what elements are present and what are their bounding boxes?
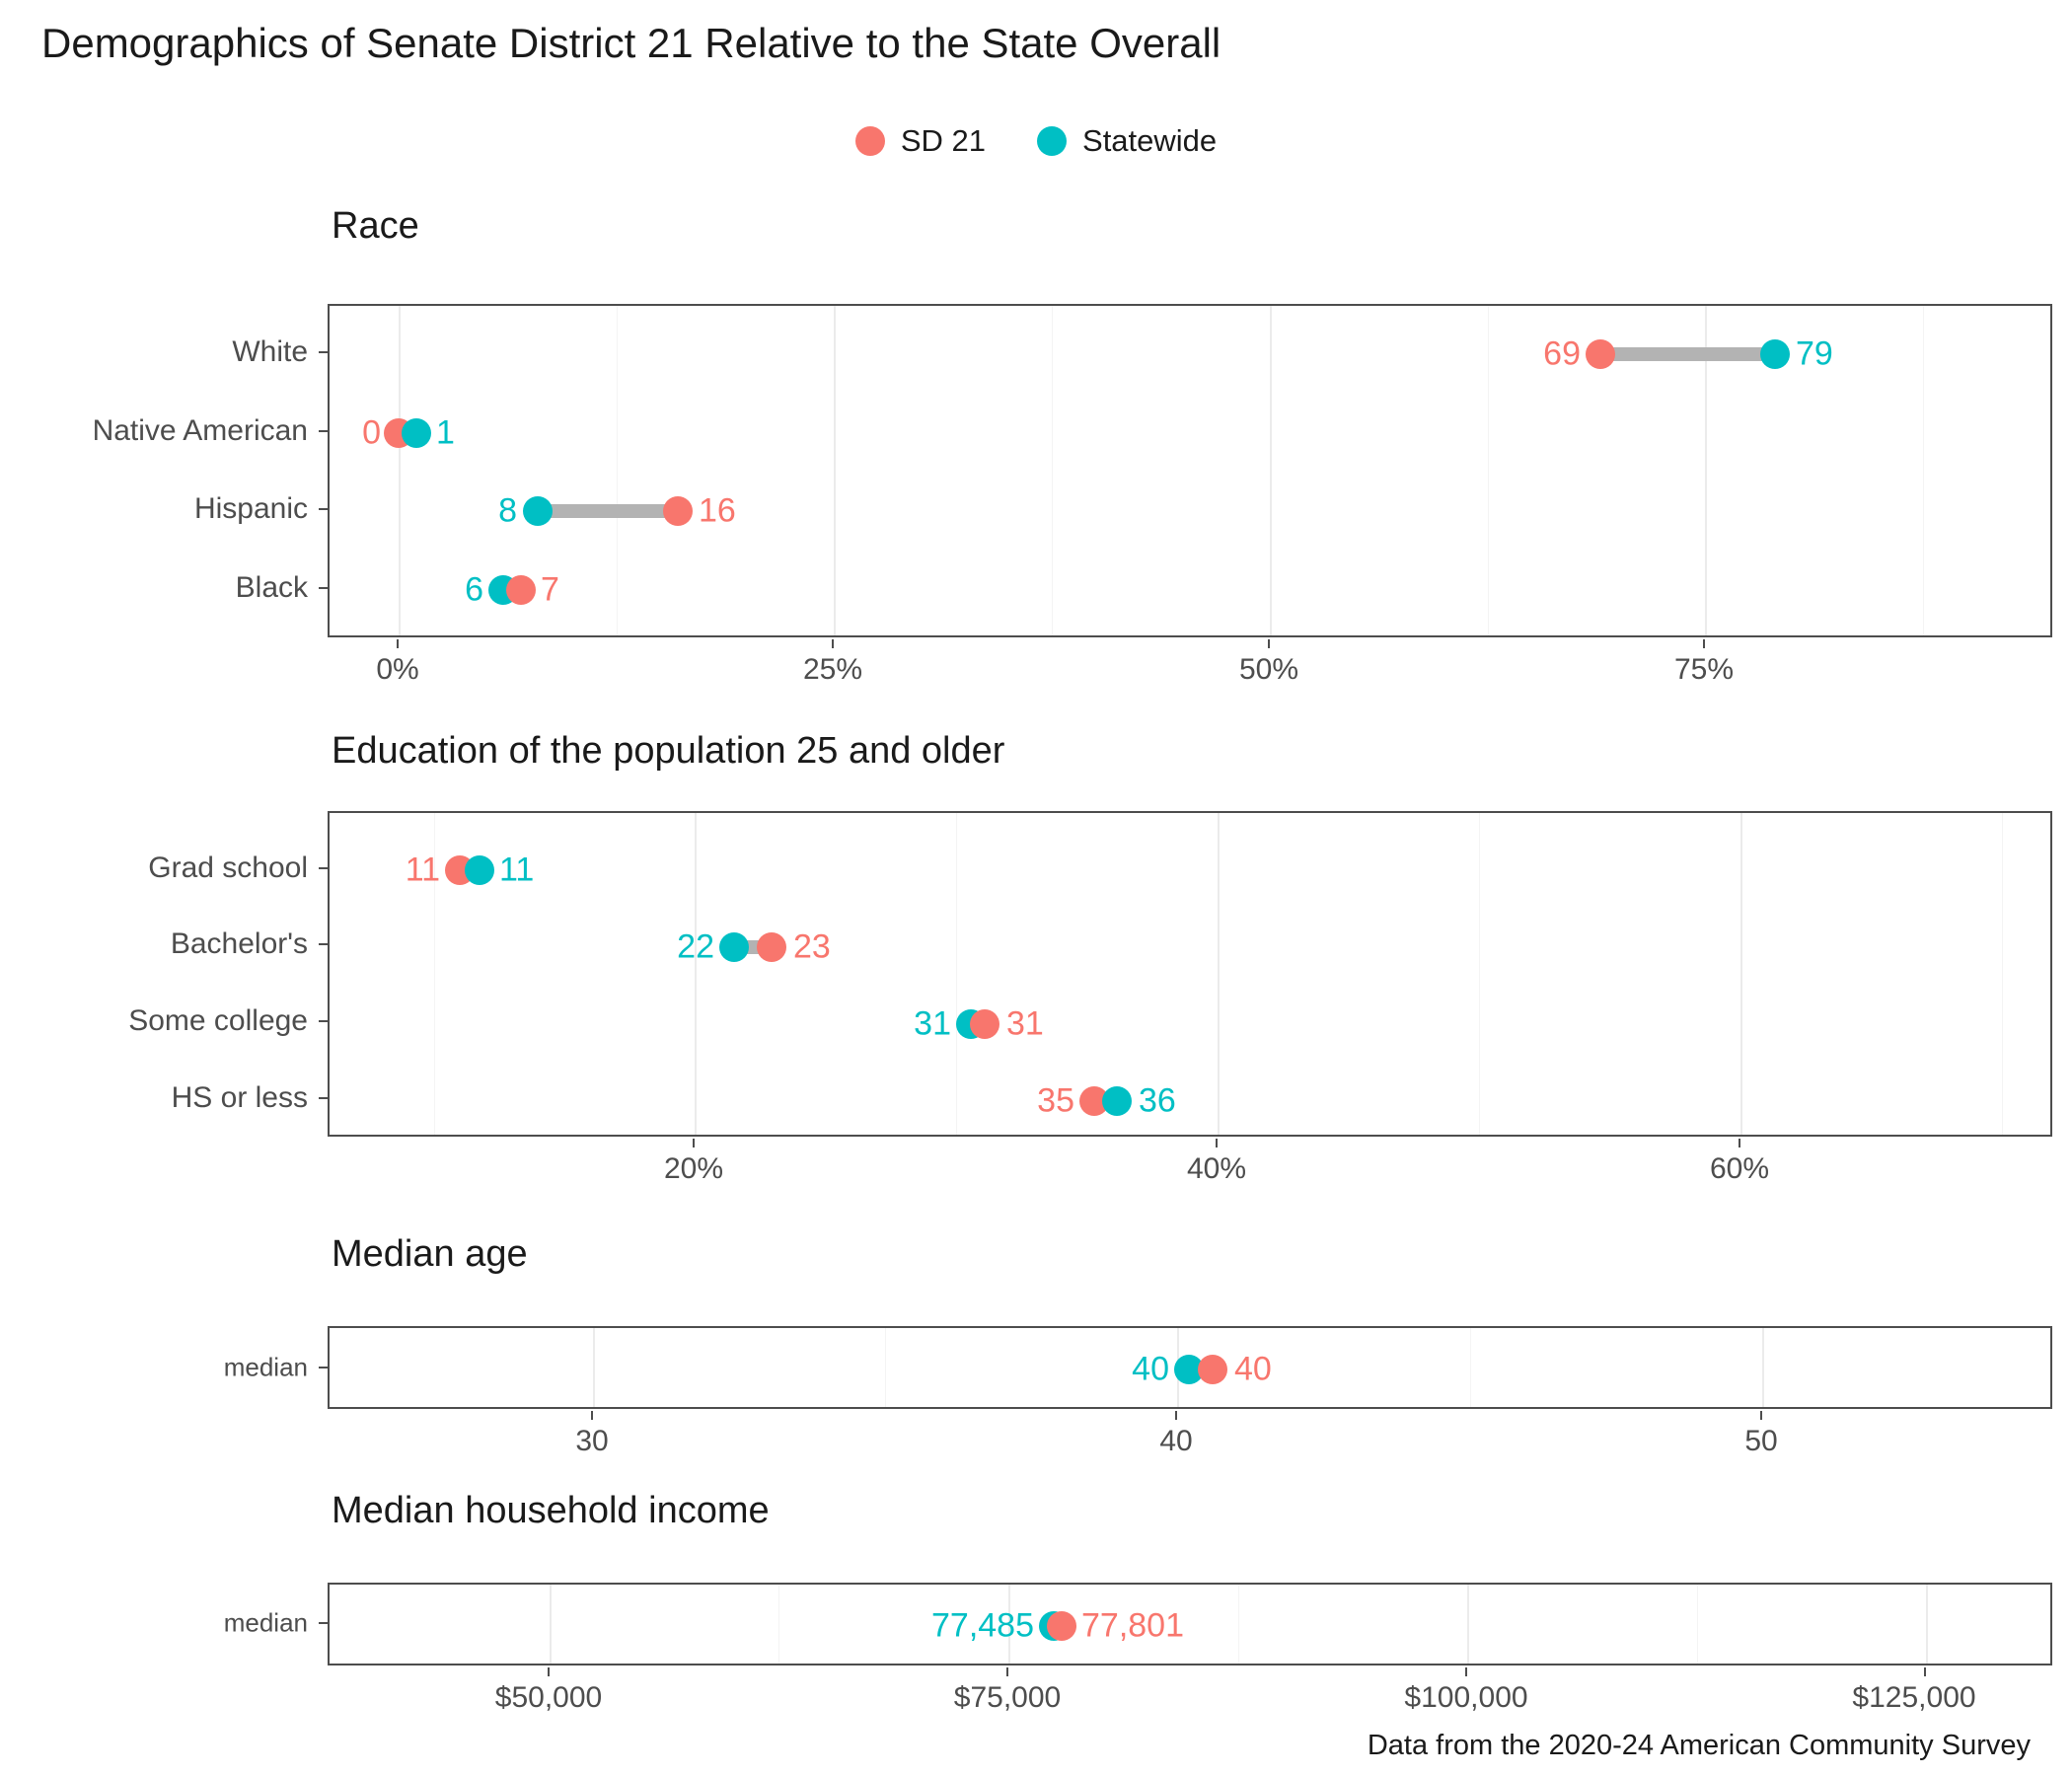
x-tick-income-50000 [548,1667,550,1676]
y-label-race-black: Black [235,571,308,604]
value-sd21-race-black: 7 [541,570,559,609]
x-label-race-75: 75% [1673,653,1735,686]
value-statewide-edu-grad-school: 11 [499,851,535,889]
gridline-income-minor-62500 [778,1585,779,1664]
value-statewide-race-black: 6 [465,570,483,609]
value-sd21-race-native-american: 0 [362,413,381,452]
panel-title-median-age: Median age [332,1233,528,1275]
value-statewide-race-white: 79 [1796,334,1833,373]
y-label-race-white: White [232,335,308,368]
page-title: Demographics of Senate District 21 Relative to the State Overall [41,20,1221,66]
value-sd21-race-white: 69 [1543,334,1581,373]
plot-area-median-income [328,1583,2052,1665]
x-label-age-30: 30 [575,1425,609,1457]
x-label-income-75000: $75,000 [953,1681,1062,1714]
x-label-edu-20: 20% [663,1152,724,1185]
value-statewide-edu-hs-or-less: 36 [1139,1081,1176,1120]
y-tick-income-1 [319,1622,328,1624]
x-label-edu-60: 60% [1709,1152,1770,1185]
value-statewide-age-median: 40 [1132,1350,1169,1388]
y-label-age-median: median [223,1352,308,1382]
value-sd21-edu-grad-school: 11 [405,851,440,889]
dot-sd21-income-median[interactable] [1047,1611,1076,1641]
x-label-age-40: 40 [1159,1425,1193,1457]
gridline-income-125000 [1926,1585,1928,1664]
value-sd21-age-median: 40 [1234,1350,1272,1388]
panel-title-race: Race [332,205,419,247]
x-tick-income-75000 [1006,1667,1008,1676]
value-sd21-race-hispanic: 16 [699,491,736,530]
x-label-income-125000: $125,000 [1852,1681,1976,1714]
legend-label-statewide: Statewide [1082,123,1218,158]
x-label-edu-40: 40% [1186,1152,1247,1185]
x-label-income-100000: $100,000 [1404,1681,1528,1714]
value-statewide-race-hispanic: 8 [498,491,517,530]
chart-caption: Data from the 2020-24 American Community Survey [1367,1730,2031,1761]
x-label-race-25: 25% [802,653,863,686]
x-label-income-50000: $50,000 [494,1681,603,1714]
y-label-edu-bachelors: Bachelor's [170,927,308,960]
panel-title-median-income: Median household income [332,1490,770,1531]
value-statewide-edu-bachelors: 22 [677,927,714,966]
value-sd21-income-median: 77,801 [1081,1606,1184,1645]
y-label-race-hispanic: Hispanic [193,492,308,525]
value-statewide-edu-some-college: 31 [914,1004,951,1043]
x-tick-income-100000 [1465,1667,1467,1676]
gridline-income-minor-87500 [1238,1585,1239,1664]
value-statewide-income-median: 77,485 [931,1606,1034,1645]
x-label-age-50: 50 [1744,1425,1778,1457]
y-label-edu-some-college: Some college [128,1004,308,1037]
y-label-edu-grad-school: Grad school [148,851,308,884]
gridline-income-50000 [550,1585,552,1664]
value-statewide-race-native-american: 1 [436,413,455,452]
gridline-income-minor-112500 [1697,1585,1698,1664]
value-sd21-edu-bachelors: 23 [793,927,831,966]
gridline-income-100000 [1467,1585,1469,1664]
y-label-income-median: median [223,1607,308,1638]
y-label-edu-hs-or-less: HS or less [171,1081,308,1114]
value-sd21-edu-hs-or-less: 35 [1037,1081,1074,1120]
x-label-race-50: 50% [1238,653,1299,686]
value-sd21-edu-some-college: 31 [1006,1004,1044,1043]
legend-label-sd21: SD 21 [900,123,987,158]
x-tick-income-125000 [1924,1667,1926,1676]
y-label-race-native-american: Native American [92,414,308,447]
x-label-race-0: 0% [376,653,419,686]
panel-title-education: Education of the population 25 and older [332,730,1005,772]
